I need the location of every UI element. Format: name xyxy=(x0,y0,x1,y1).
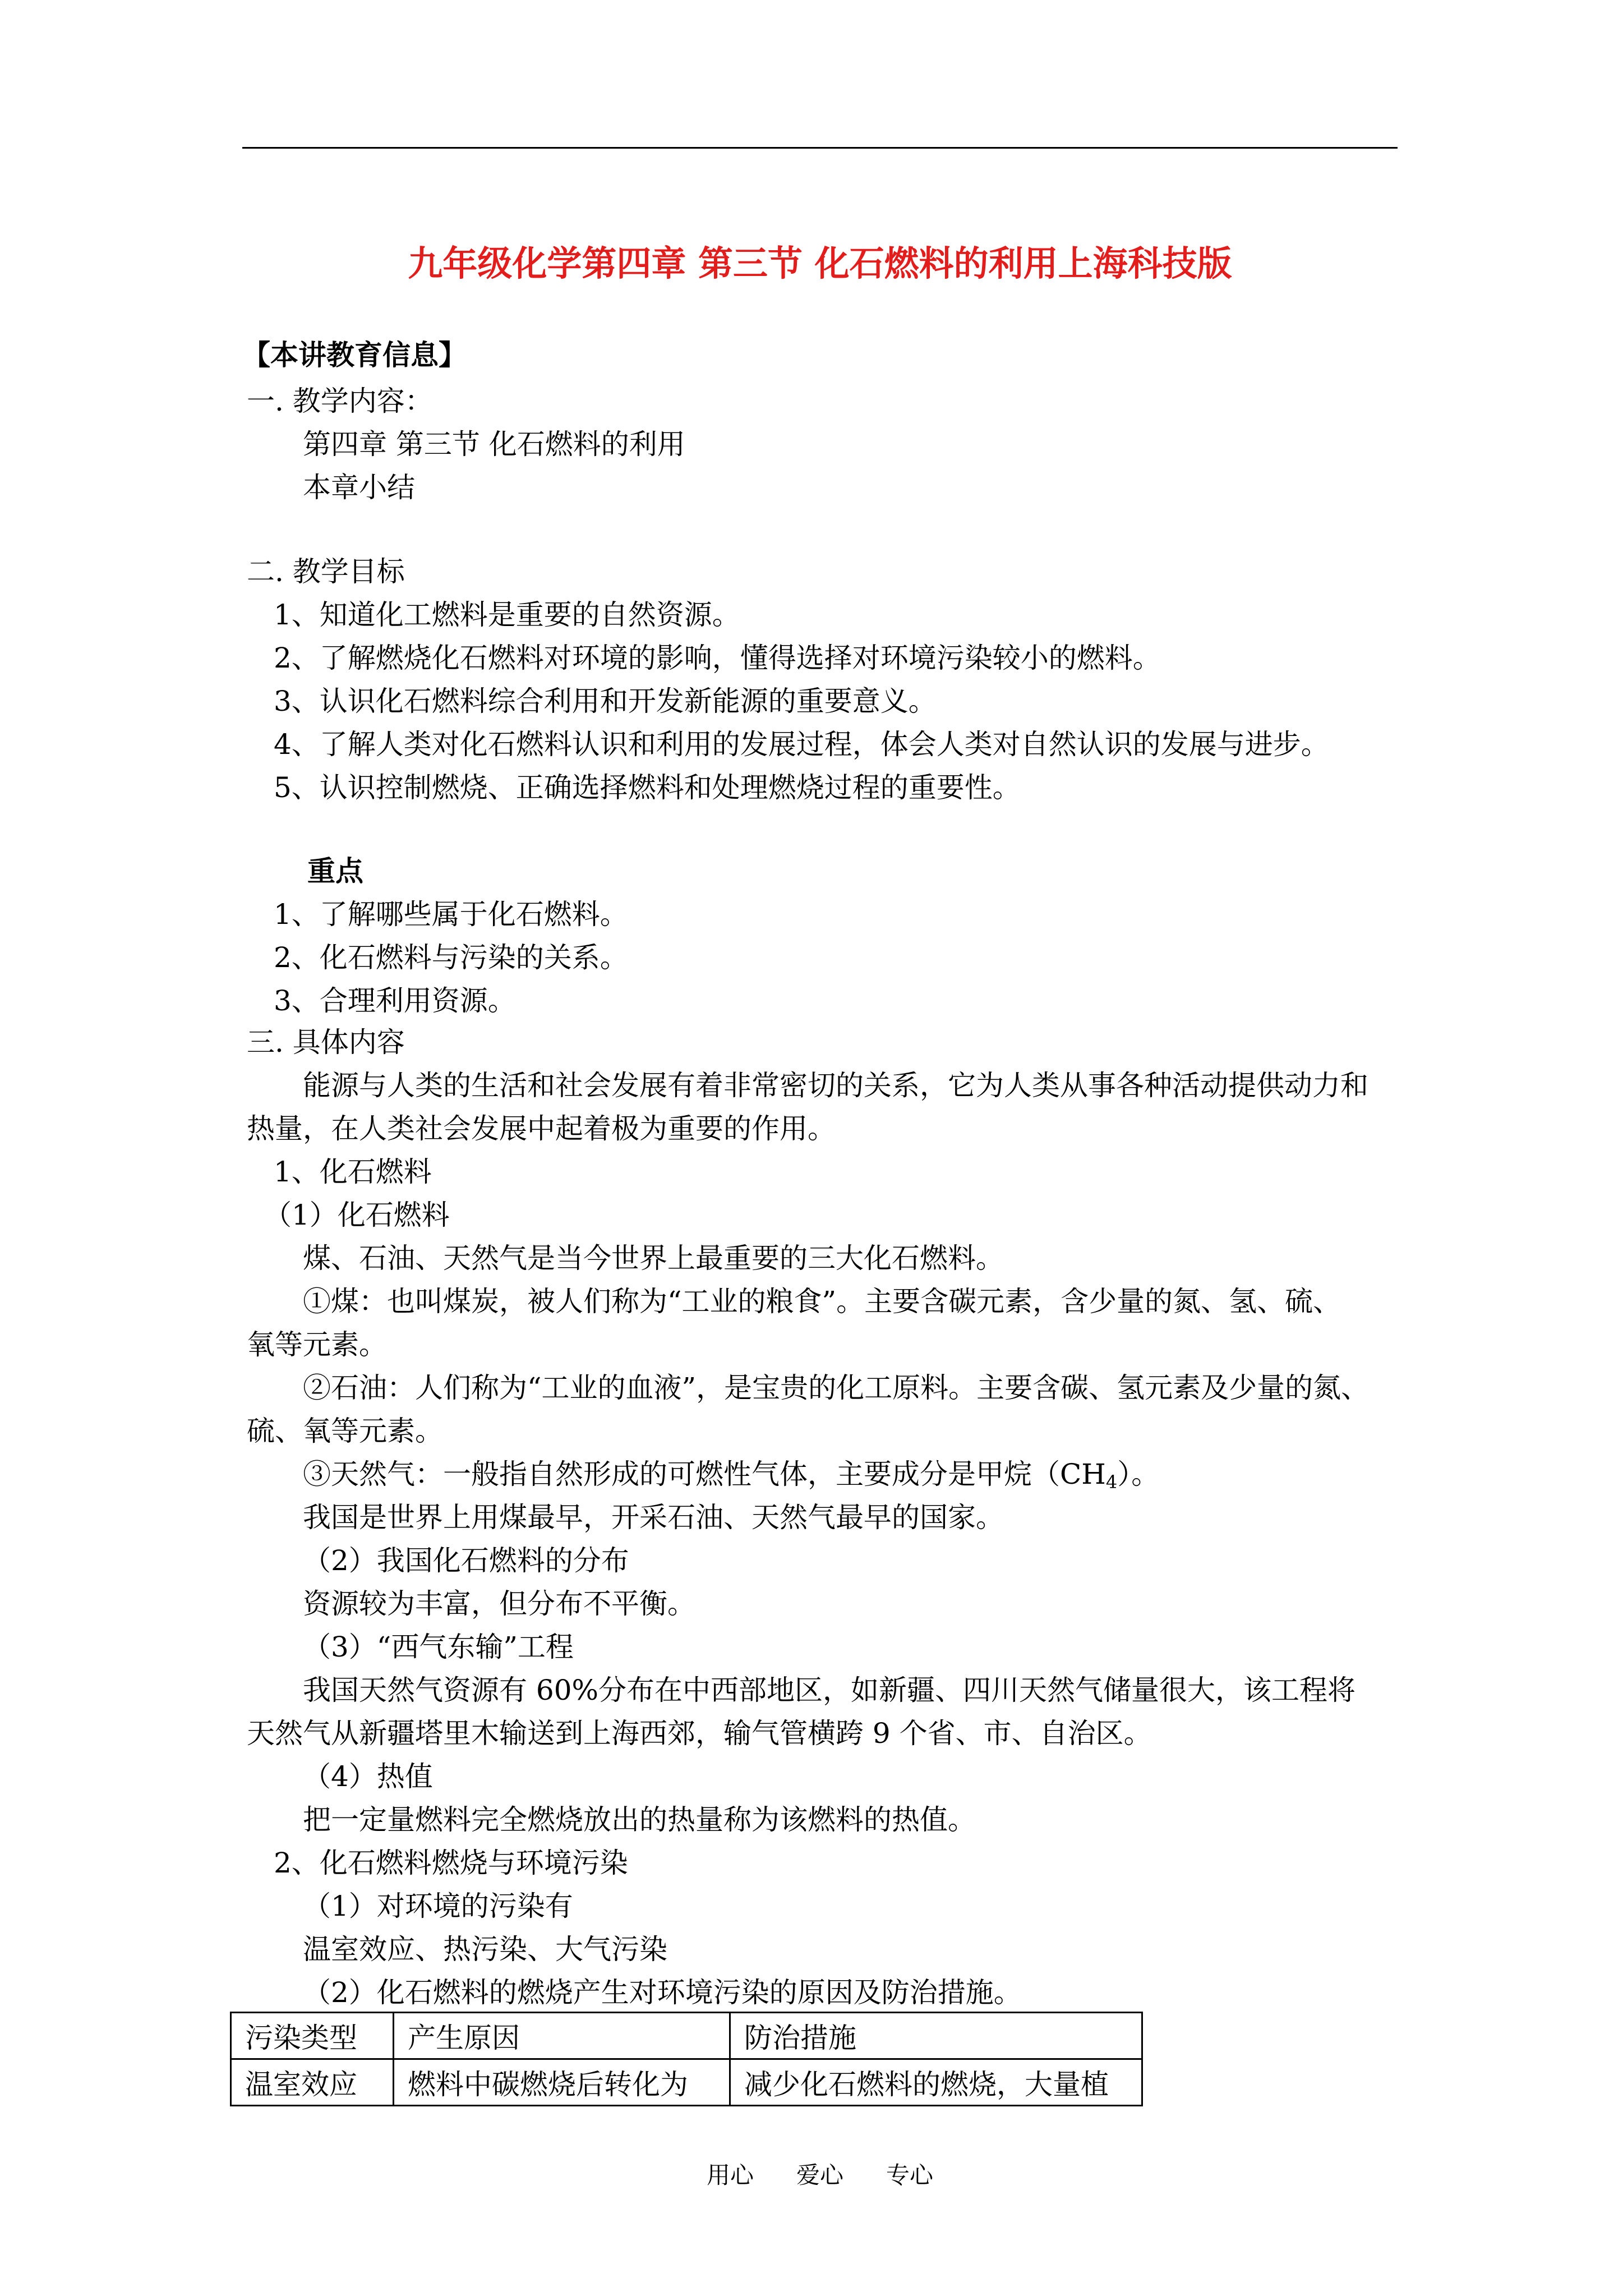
subsection-1-2: （2）我国化石燃料的分布 xyxy=(303,1544,629,1577)
subsection-1-1: （1）化石燃料 xyxy=(264,1199,450,1231)
section-1-heading: 一. 教学内容： xyxy=(247,385,433,417)
natural-gas-close: ）。 xyxy=(1117,1458,1160,1490)
subsection-1-4: （4）热值 xyxy=(303,1760,433,1793)
table-cell: 温室效应 xyxy=(231,2059,394,2106)
natural-gas-text: ③天然气：一般指自然形成的可燃性气体，主要成分是甲烷（CH xyxy=(303,1458,1106,1490)
subsection-1-3: （3）“西气东输”工程 xyxy=(303,1631,574,1663)
subsection-2-2: （2）化石燃料的燃烧产生对环境污染的原因及防治措施。 xyxy=(303,1976,1022,2009)
pollution-table xyxy=(230,2012,1143,2106)
subsection-1-1-text: 煤、石油、天然气是当今世界上最重要的三大化石燃料。 xyxy=(303,1242,1004,1274)
table-header-cell: 防治措施 xyxy=(730,2013,1142,2059)
intro-line-2: 热量，在人类社会发展中起着极为重要的作用。 xyxy=(247,1112,836,1145)
subsection-2-1: （1）对环境的污染有 xyxy=(303,1890,573,1922)
header-rule xyxy=(242,147,1398,149)
table-header-row xyxy=(231,2013,1142,2059)
oil-line-2: 硫、氧等元素。 xyxy=(247,1415,443,1447)
china-first-line: 我国是世界上用煤最早，开采石油、天然气最早的国家。 xyxy=(303,1501,1004,1534)
subsection-2-1-text: 温室效应、热污染、大气污染 xyxy=(303,1933,667,1966)
table-cell: 减少化石燃料的燃烧，大量植 xyxy=(730,2059,1142,2106)
section-1-line-1: 第四章 第三节 化石燃料的利用 xyxy=(303,428,685,461)
goal-item-3: 3、认识化石燃料综合利用和开发新能源的重要意义。 xyxy=(274,685,937,717)
footer-word: 爱心 xyxy=(796,2161,844,2189)
key-item-2: 2、化石燃料与污染的关系。 xyxy=(274,941,628,974)
table-header-cell: 污染类型 xyxy=(231,2013,394,2059)
section-1-line-2: 本章小结 xyxy=(303,471,415,504)
page-title: 九年级化学第四章 第三节 化石燃料的利用上海科技版 xyxy=(408,243,1232,284)
page-footer xyxy=(707,2157,976,2191)
goal-item-4: 4、了解人类对化石燃料认识和利用的发展过程，体会人类对自然认识的发展与进步。 xyxy=(274,728,1329,761)
coal-line-2: 氧等元素。 xyxy=(247,1328,387,1361)
key-heading: 重点 xyxy=(307,855,363,887)
key-item-1: 1、了解哪些属于化石燃料。 xyxy=(274,898,628,931)
footer-word: 用心 xyxy=(707,2161,754,2189)
natural-gas-line xyxy=(303,1456,1159,1493)
table-row xyxy=(231,2059,1142,2106)
footer-word: 专心 xyxy=(886,2161,934,2189)
goal-item-1: 1、知道化工燃料是重要的自然资源。 xyxy=(274,599,740,631)
subsection-2: 2、化石燃料燃烧与环境污染 xyxy=(274,1847,628,1879)
subsection-1-4-text: 把一定量燃料完全燃烧放出的热量称为该燃料的热值。 xyxy=(303,1803,976,1836)
info-header: 【本讲教育信息】 xyxy=(242,339,467,371)
intro-line-1: 能源与人类的生活和社会发展有着非常密切的关系，它为人类从事各种活动提供动力和 xyxy=(303,1069,1368,1102)
oil-line-1: ②石油：人们称为“工业的血液”，是宝贵的化工原料。主要含碳、氢元素及少量的氮、 xyxy=(303,1372,1370,1404)
goal-item-2: 2、了解燃烧化石燃料对环境的影响，懂得选择对环境污染较小的燃料。 xyxy=(274,642,1161,674)
table-cell: 燃料中碳燃烧后转化为 xyxy=(394,2059,730,2106)
subsection-1-2-text: 资源较为丰富，但分布不平衡。 xyxy=(303,1588,695,1620)
section-2-heading: 二. 教学目标 xyxy=(247,555,405,588)
section-3-heading: 三. 具体内容 xyxy=(247,1026,405,1059)
subsection-1: 1、化石燃料 xyxy=(274,1156,432,1188)
subsection-1-3-text-1: 我国天然气资源有 60%分布在中西部地区，如新疆、四川天然气储量很大，该工程将 xyxy=(303,1674,1356,1706)
goal-item-5: 5、认识控制燃烧、正确选择燃料和处理燃烧过程的重要性。 xyxy=(274,771,1021,804)
table-header-cell: 产生原因 xyxy=(394,2013,730,2059)
key-item-3: 3、合理利用资源。 xyxy=(274,984,516,1017)
methane-subscript: 4 xyxy=(1105,1471,1118,1493)
subsection-1-3-text-2: 天然气从新疆塔里木输送到上海西郊，输气管横跨 9 个省、市、自治区。 xyxy=(247,1717,1152,1750)
coal-line-1: ①煤：也叫煤炭，被人们称为“工业的粮食”。主要含碳元素，含少量的氮、氢、硫、 xyxy=(303,1285,1341,1318)
